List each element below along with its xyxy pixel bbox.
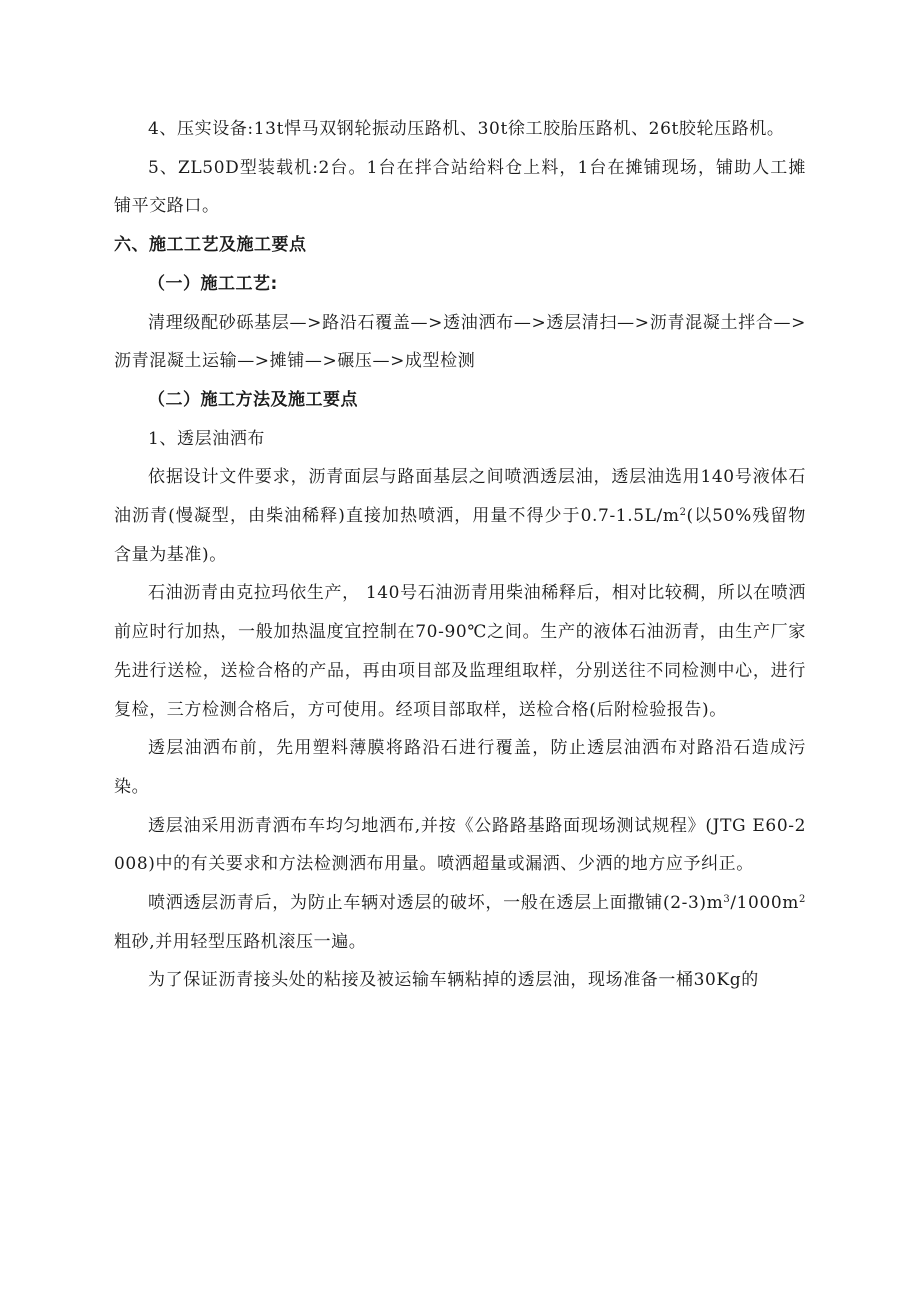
superscript: 2: [799, 894, 806, 906]
paragraph-prime-coat-title: 1、透层油洒布: [148, 428, 266, 449]
paragraph-process-flow: 清理级配砂砾基层—>路沿石覆盖—>透油洒布—>透层清扫—>沥青混凝土拌合—>沥青混凝土运输—>摊铺—>碾压—>成型检测: [114, 312, 806, 372]
section-heading-construction-process: 六、施工工艺及施工要点: [114, 235, 307, 256]
paragraph-joint-bonding: 为了保证沥青接头处的粘接及被运输车辆粘掉的透层油，现场准备一桶30Kg的: [148, 970, 759, 991]
text-segment: 粗砂,并用轻型压路机滚压一遍。: [114, 931, 367, 952]
paragraph-spraying-method: 透层油采用沥青洒布车均匀地洒布,并按《公路路基路面现场测试规程》(JTG E60-2008)中的有关要求和方法检测洒布用量。喷洒超量或漏洒、少洒的地方应予纠正。: [114, 815, 806, 875]
paragraph-sand-cover: [114, 884, 806, 961]
paragraph-prime-coat-requirement: [114, 458, 806, 574]
text-segment: (以50%残留物含量为基准)。: [114, 506, 806, 565]
subheading-construction-process: （一）施工工艺:: [148, 273, 278, 294]
document-page: [114, 110, 806, 1000]
text-segment: /1000m: [730, 893, 800, 914]
superscript: 2: [679, 507, 687, 519]
text-segment: 依据设计文件要求，沥青面层与路面基层之间喷洒透层油，透层油选用140号液体石油沥青(慢凝型，由柴油稀释)直接加热喷洒，用量不得少于0.7-1.5L/m: [114, 467, 806, 527]
paragraph-loader: 5、ZL50D型装载机:2台。1台在拌合站给料仓上料，1台在摊铺现场，铺助人工摊铺平交路口。: [114, 157, 806, 217]
paragraph-compaction-equipment: 4、压实设备:13t悍马双钢轮振动压路机、30t徐工胶胎压路机、26t胶轮压路机。: [148, 119, 785, 139]
superscript: 3: [723, 894, 731, 906]
text-segment: 喷洒透层沥青后，为防止车辆对透层的破坏，一般在透层上面撒铺(2-3)m: [148, 893, 724, 914]
subheading-methods-key-points: （二）施工方法及施工要点: [148, 389, 358, 410]
paragraph-curb-protection: 透层油洒布前，先用塑料薄膜将路沿石进行覆盖，防止透层油洒布对路沿石造成污染。: [114, 738, 806, 797]
paragraph-asphalt-source: 石油沥青由克拉玛依生产， 140号石油沥青用柴油稀释后，相对比较稠，所以在喷洒前应时行加热，一般加热温度宜控制在70-90℃之间。生产的液体石油沥青，由生产厂家先进行送检，送检合格的产品，再由项目部及监理组取样，分别送往不同检测中心，进行复检，三方检测合格后，方可使用。经项目部取样，送检合格(后附检验报告)。: [114, 583, 806, 720]
